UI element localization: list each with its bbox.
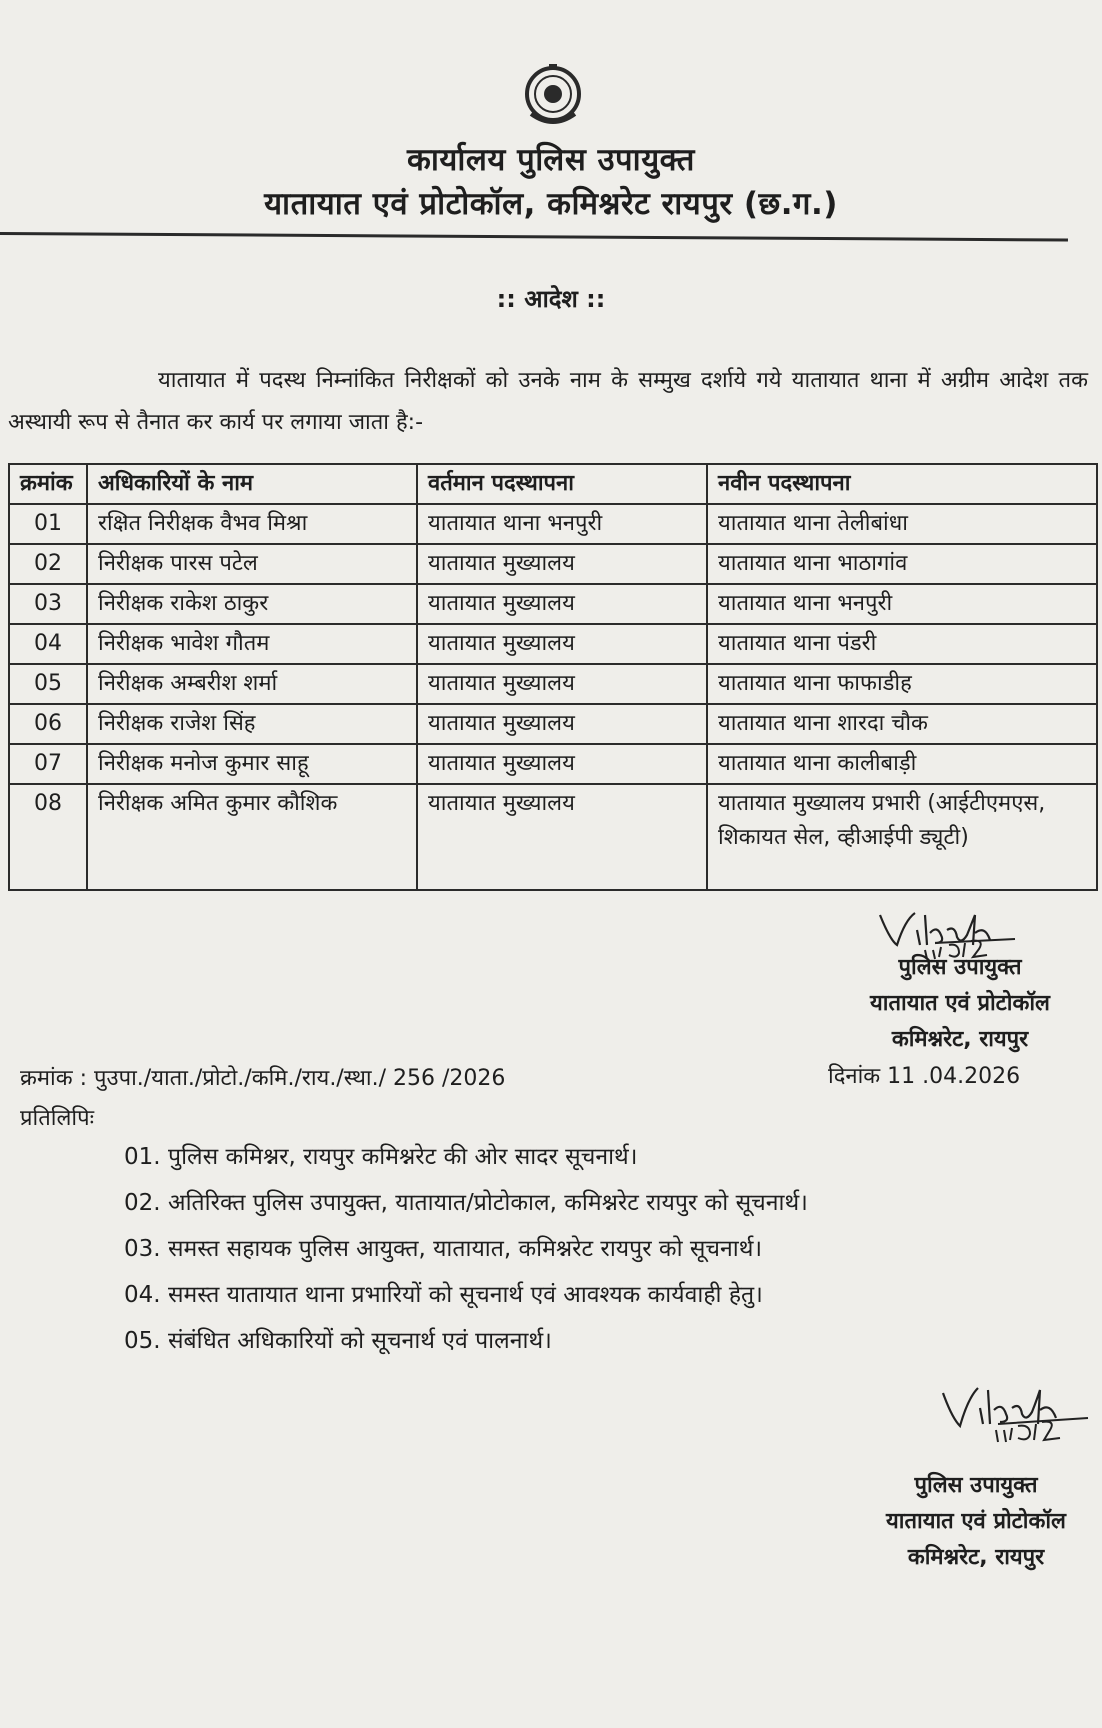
order-body: यातायात में पदस्थ निम्नांकित निरीक्षकों को उनके नाम के सम्मुख दर्शाये गये यातायात थाना में अग्रीम आदेश तक अस्थायी रूप से तैनात कर कार्य पर लगाया जाता है:- <box>8 368 1088 435</box>
table-row <box>9 784 1097 890</box>
table-row <box>9 544 1097 584</box>
new-posting-cell: यातायात थाना तेलीबांधा <box>707 504 1097 544</box>
name-cell: निरीक्षक राजेश सिंह <box>87 704 417 744</box>
list-item <box>124 1134 1084 1180</box>
column-header: अधिकारियों के नाम <box>87 464 417 504</box>
table-row <box>9 704 1097 744</box>
serial-cell: 02 <box>9 544 87 584</box>
current-posting-cell: यातायात मुख्यालय <box>417 664 707 704</box>
location: कमिश्नरेट, रायपुर <box>907 1545 1045 1570</box>
police-emblem-icon <box>521 64 585 130</box>
signature-block-bottom <box>852 1468 1100 1576</box>
name-cell: निरीक्षक अमित कुमार कौशिक <box>87 784 417 890</box>
name-cell: रक्षित निरीक्षक वैभव मिश्रा <box>87 504 417 544</box>
designation: पुलिस उपायुक्त <box>898 955 1022 980</box>
serial-cell: 05 <box>9 664 87 704</box>
new-posting-cell: यातायात थाना भनपुरी <box>707 584 1097 624</box>
current-posting-cell: यातायात मुख्यालय <box>417 784 707 890</box>
current-posting-cell: यातायात थाना भनपुरी <box>417 504 707 544</box>
signature-block-top <box>820 950 1100 1058</box>
new-posting-cell: यातायात थाना शारदा चौक <box>707 704 1097 744</box>
new-posting-cell: यातायात थाना भाठागांव <box>707 544 1097 584</box>
column-header: वर्तमान पदस्थापना <box>417 464 707 504</box>
serial-cell: 07 <box>9 744 87 784</box>
current-posting-cell: यातायात मुख्यालय <box>417 744 707 784</box>
designation: पुलिस उपायुक्त <box>914 1473 1038 1498</box>
posting-table <box>8 463 1098 891</box>
list-item-text: अतिरिक्त पुलिस उपायुक्त, यातायात/प्रोटोकाल, कमिश्नरेट रायपुर को सूचनार्थ। <box>168 1190 808 1216</box>
header-divider <box>0 232 1068 242</box>
list-item <box>124 1180 1084 1226</box>
list-item-number: 04. <box>124 1282 161 1308</box>
table-row <box>9 584 1097 624</box>
table-row <box>9 624 1097 664</box>
new-posting-cell: यातायात थाना पंडरी <box>707 624 1097 664</box>
reference-number: क्रमांक : पुउपा./याता./प्रोटो./कमि./राय./स्था./ 256 /2026 <box>20 1066 506 1091</box>
order-date: दिनांक 11 .04.2026 <box>828 1064 1021 1089</box>
current-posting-cell: यातायात मुख्यालय <box>417 624 707 664</box>
new-posting-cell: यातायात थाना फाफाडीह <box>707 664 1097 704</box>
table-header-row <box>9 464 1097 504</box>
list-item-number: 01. <box>124 1144 161 1170</box>
list-item-text: पुलिस कमिश्नर, रायपुर कमिश्नरेट की ओर सादर सूचनार्थ। <box>168 1144 638 1170</box>
name-cell: निरीक्षक भावेश गौतम <box>87 624 417 664</box>
current-posting-cell: यातायात मुख्यालय <box>417 704 707 744</box>
list-item-text: समस्त सहायक पुलिस आयुक्त, यातायात, कमिश्नरेट रायपुर को सूचनार्थ। <box>168 1236 763 1262</box>
table-row <box>9 744 1097 784</box>
current-posting-cell: यातायात मुख्यालय <box>417 544 707 584</box>
name-cell: निरीक्षक पारस पटेल <box>87 544 417 584</box>
name-cell: निरीक्षक मनोज कुमार साहू <box>87 744 417 784</box>
list-item <box>124 1226 1084 1272</box>
name-cell: निरीक्षक राकेश ठाकुर <box>87 584 417 624</box>
table-row <box>9 504 1097 544</box>
list-item-number: 02. <box>124 1190 161 1216</box>
column-header: नवीन पदस्थापना <box>707 464 1097 504</box>
list-item-number: 05. <box>124 1328 161 1354</box>
list-item-number: 03. <box>124 1236 161 1262</box>
list-item-text: समस्त यातायात थाना प्रभारियों को सूचनार्थ एवं आवश्यक कार्यवाही हेतु। <box>168 1282 763 1308</box>
serial-cell: 08 <box>9 784 87 890</box>
table-row <box>9 664 1097 704</box>
serial-cell: 04 <box>9 624 87 664</box>
order-heading: :: आदेश :: <box>496 285 606 313</box>
copy-label: प्रतिलिपिः <box>20 1106 95 1131</box>
list-item <box>124 1318 1084 1364</box>
office-title: कार्यालय पुलिस उपायुक्त <box>407 142 695 178</box>
serial-cell: 03 <box>9 584 87 624</box>
new-posting-cell: यातायात थाना कालीबाड़ी <box>707 744 1097 784</box>
office-subtitle: यातायात एवं प्रोटोकॉल, कमिश्नरेट रायपुर (छ.ग.) <box>264 186 838 222</box>
name-cell: निरीक्षक अम्बरीश शर्मा <box>87 664 417 704</box>
department: यातायात एवं प्रोटोकॉल <box>870 991 1050 1016</box>
location: कमिश्नरेट, रायपुर <box>891 1027 1029 1052</box>
new-posting-cell: यातायात मुख्यालय प्रभारी (आईटीएमएस, शिकायत सेल, व्हीआईपी ड्यूटी) <box>707 784 1097 890</box>
column-header: क्रमांक <box>9 464 87 504</box>
serial-cell: 06 <box>9 704 87 744</box>
list-item-text: संबंधित अधिकारियों को सूचनार्थ एवं पालनार्थ। <box>168 1328 552 1354</box>
copy-list <box>124 1134 1084 1364</box>
department: यातायात एवं प्रोटोकॉल <box>886 1509 1066 1534</box>
list-item <box>124 1272 1084 1318</box>
serial-cell: 01 <box>9 504 87 544</box>
current-posting-cell: यातायात मुख्यालय <box>417 584 707 624</box>
handwritten-signature <box>938 1368 1098 1448</box>
